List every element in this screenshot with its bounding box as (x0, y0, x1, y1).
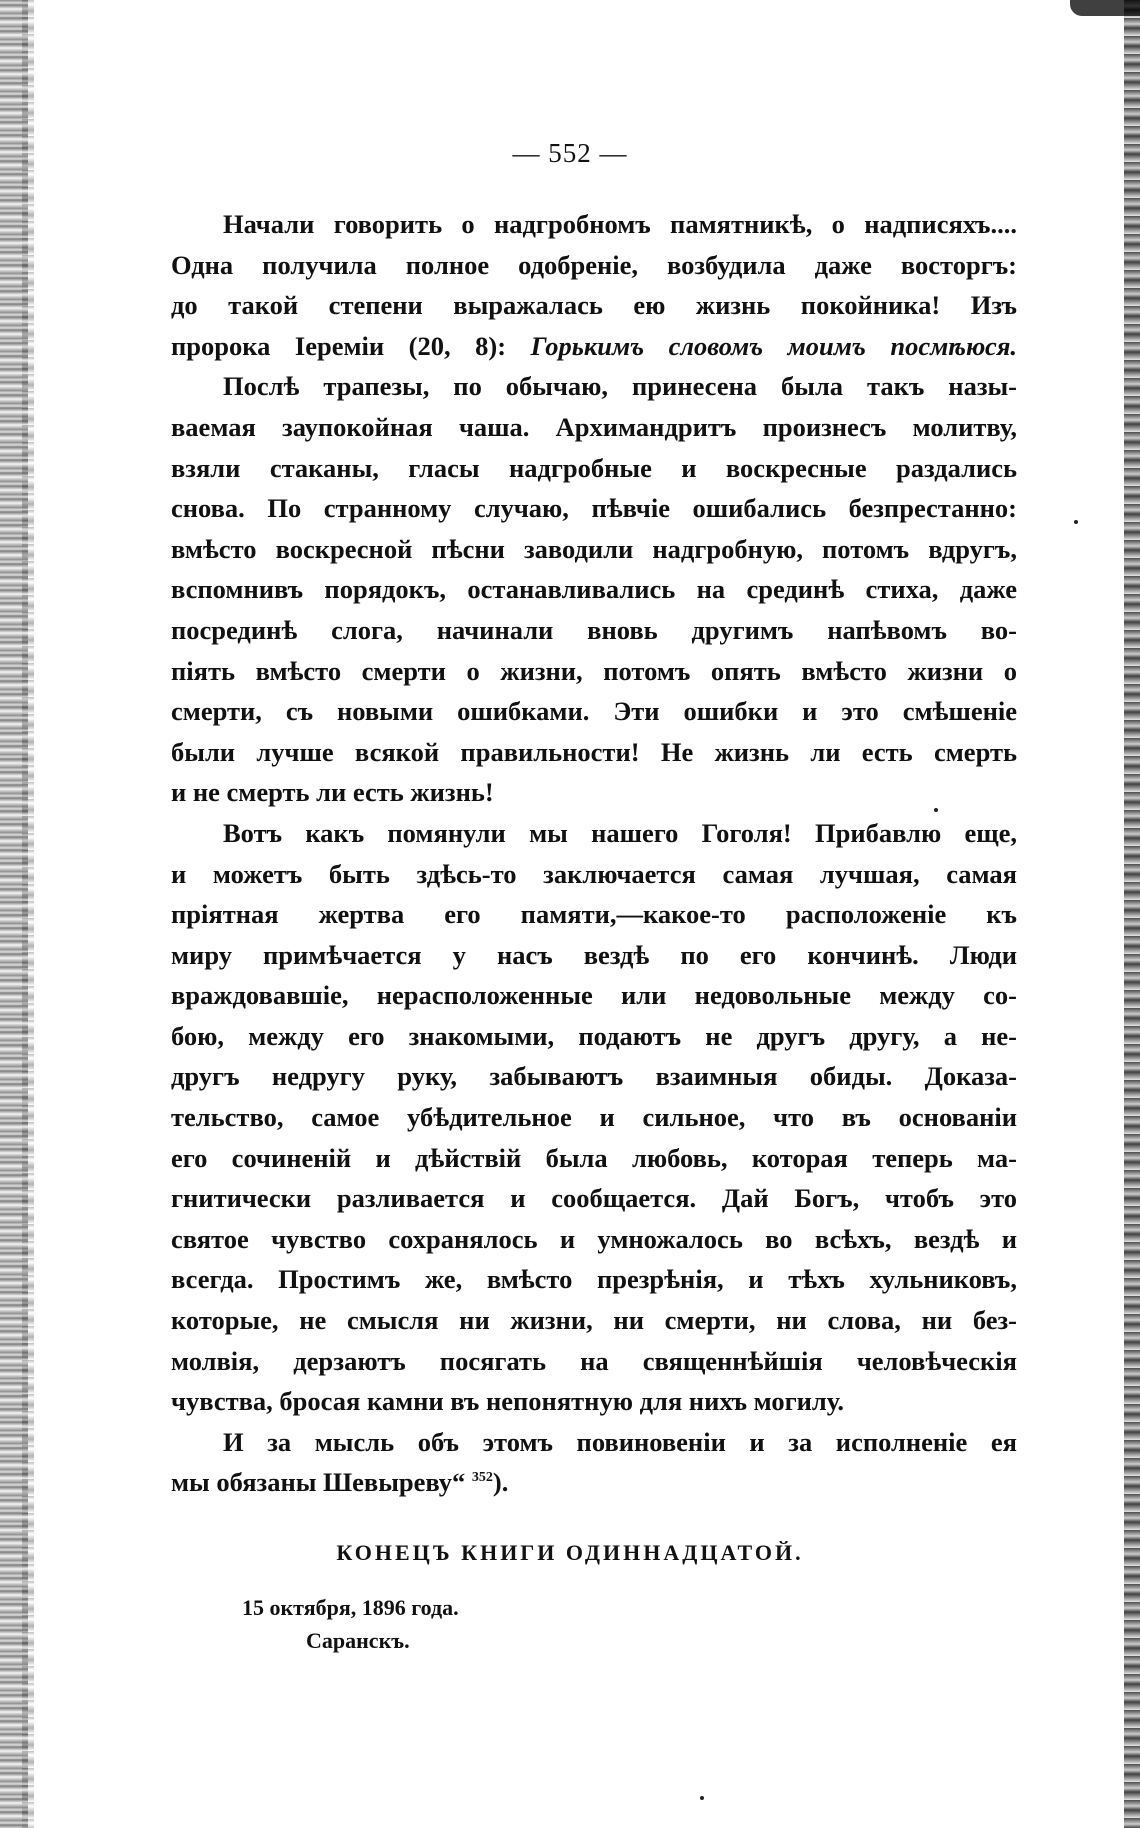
footnote-marker: 352 (471, 1470, 493, 1486)
text-line: которые, не смысля ни жизни, ни смерти, ни слова, ни без- (171, 1305, 1017, 1336)
text-line: взяли стаканы, гласы надгробные и воскресные раздались (171, 452, 1017, 483)
text-line: его сочиненій и дѣйствій была любовь, которая теперь ма- (171, 1142, 1017, 1173)
text-line: смерти, съ новыми ошибками. Эти ошибки и это смѣшеніе (171, 696, 1017, 727)
text-line: бою, между его знакомыми, подаютъ не другъ другу, а не- (171, 1020, 1017, 1051)
text-line: Послѣ трапезы, по обычаю, принесена была такъ назы- (223, 371, 1017, 402)
page-number: — 552 — (512, 138, 628, 168)
text-line: вмѣсто воскресной пѣсни заводили надгробную, потомъ вдругъ, (171, 533, 1017, 564)
book-end-heading: КОНЕЦЪ КНИГИ ОДИННАДЦАТОЙ. (336, 1540, 804, 1565)
scan-corner-top-right (1070, 0, 1140, 16)
scan-speck (700, 1796, 704, 1800)
text-line: и не смерть ли есть жизнь! (171, 777, 494, 808)
text-line: Начали говорить о надгробномъ памятникѣ, о надписяхъ.... (223, 209, 1017, 239)
text-line: святое чувство сохранялось и умножалось во всѣхъ, вездѣ и (171, 1223, 1017, 1254)
text-line: чувства, бросая камни въ непонятную для нихъ могилу. (171, 1386, 845, 1417)
text-line: Вотъ какъ помянули мы нашего Гоголя! Прибавлю еще, (223, 817, 1017, 848)
text-line: гнитически разливается и сообщается. Дай Богъ, чтобъ это (171, 1183, 1017, 1214)
text-line: другъ недругу руку, забываютъ взаимныя обиды. Доказа- (171, 1061, 1017, 1092)
date-line: 15 октября, 1896 года. (242, 1595, 459, 1620)
place-line: Саранскъ. (306, 1628, 410, 1653)
text-line: пріятная жертва его памяти,—какое-то расположеніе къ (171, 899, 1017, 930)
text-plain: мы обязаны Шевыреву“ (171, 1467, 472, 1498)
text-line: враждовавшіе, нерасположенные или недовольные между со- (171, 980, 1017, 1011)
text-line (171, 326, 1017, 367)
text-line: и можетъ быть здѣсь-то заключается самая лучшая, самая (171, 858, 1017, 889)
text-line: миру примѣчается у насъ вездѣ по его кончинѣ. Люди (171, 939, 1017, 970)
text-line: тельство, самое убѣдительное и сильное, что въ основаніи (171, 1102, 1017, 1133)
text-plain: пророка Іереміи (20, 8): (171, 330, 531, 361)
text-line: піять вмѣсто смерти о жизни, потомъ опять вмѣсто жизни о (171, 655, 1017, 686)
scripture-quote: Горькимъ словомъ моимъ посмѣюся. (530, 330, 1018, 361)
page-body (171, 204, 1017, 1503)
text-line: были лучше всякой правильности! Не жизнь ли есть смерть (171, 736, 1017, 767)
text-line: до такой степени выражалась ею жизнь покойника! Изъ (171, 290, 1017, 321)
scan-speck (1074, 520, 1078, 524)
text-plain: ). (492, 1467, 509, 1498)
text-line: И за мысль объ этомъ повиновеніи и за исполненіе ея (223, 1426, 1017, 1457)
text-line: снова. По странному случаю, пѣвчіе ошибались безпрестанно: (171, 493, 1017, 524)
text-line: посрединѣ слога, начинали вновь другимъ напѣвомъ во- (171, 614, 1017, 645)
text-line: Одна получила полное одобреніе, возбудила даже восторгъ: (171, 249, 1017, 280)
text-line: вспомнивъ порядокъ, останавливались на срединѣ стиха, даже (171, 574, 1017, 605)
text-line: всегда. Простимъ же, вмѣсто презрѣнія, и тѣхъ хульниковъ, (171, 1264, 1017, 1295)
text-line (171, 1462, 1017, 1503)
text-line: молвія, дерзаютъ посягать на священнѣйшія человѣческія (171, 1345, 1017, 1376)
text-line: ваемая заупокойная чаша. Архимандритъ произнесъ молитву, (171, 411, 1017, 442)
